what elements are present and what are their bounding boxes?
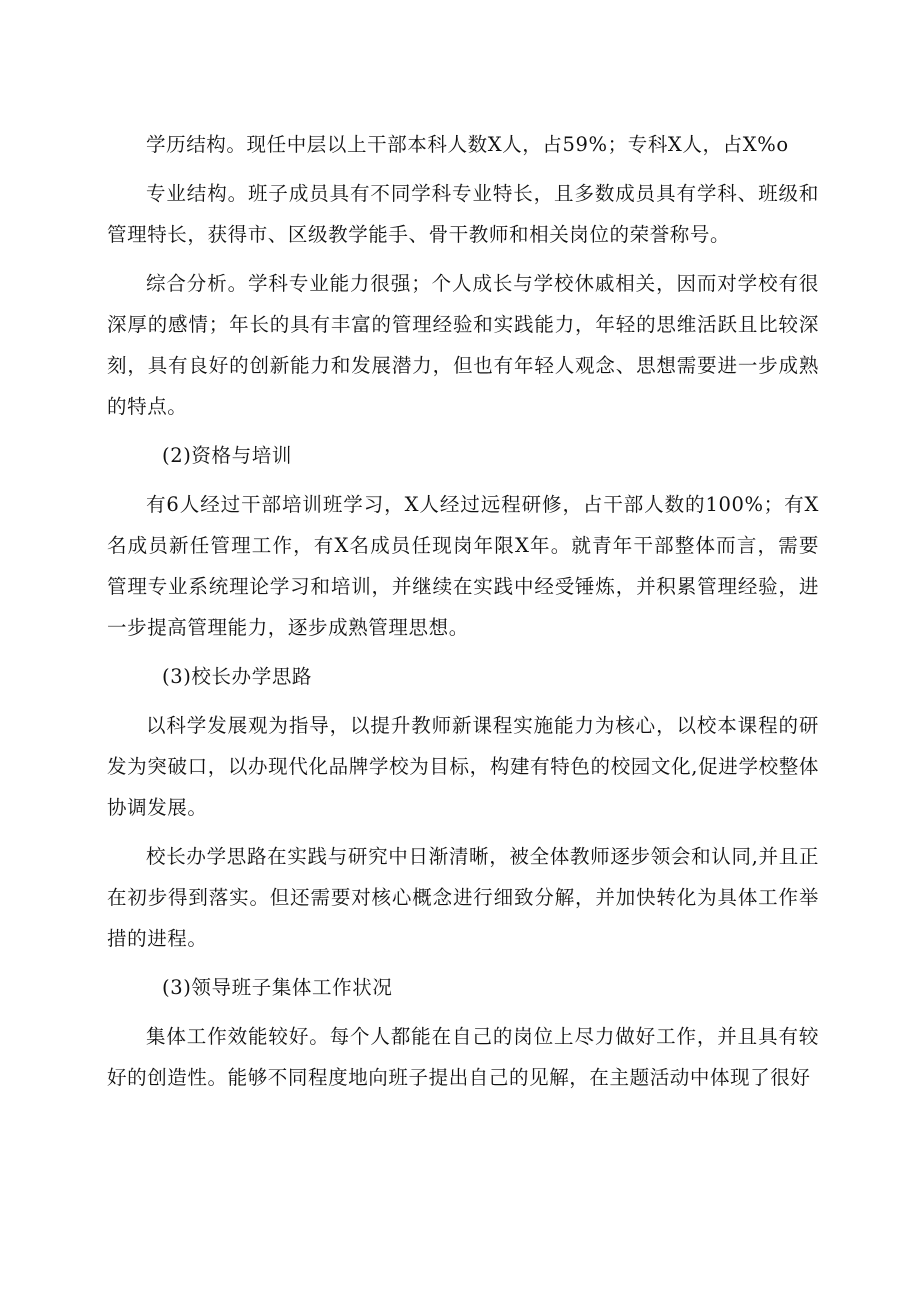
paragraph-comprehensive-analysis: 综合分析。学科专业能力很强；个人成长与学校休戚相关，因而对学校有很深厚的感情；年长的具有丰富的管理经验和实践能力，年轻的思维活跃且比较深刻，具有良好的创新能力和发展潜力，但也有年轻人观念、思想需要进一步成熟的特点。 (107, 272, 819, 418)
section-heading-team-work-status: (3)领导班子集体工作状况 (162, 976, 393, 999)
section-heading-principal-philosophy: (3)校长办学思路 (162, 665, 313, 688)
paragraph-philosophy-statement: 以科学发展观为指导，以提升教师新课程实施能力为核心，以校本课程的研发为突破口，以办现代化品牌学校为目标，构建有特色的校园文化,促进学校整体协调发展。 (107, 714, 819, 819)
section-heading-qualification-training: (2)资格与培训 (162, 444, 292, 467)
paragraph-education-structure: 学历结构。现任中层以上干部本科人数X人，占59%；专科X人，占X%o (146, 133, 789, 156)
paragraph-team-effectiveness: 集体工作效能较好。每个人都能在自己的岗位上尽力做好工作，并且具有较好的创造性。能够不同程度地向班子提出自己的见解，在主题活动中体现了很好 (107, 1025, 819, 1089)
paragraph-professional-structure: 专业结构。班子成员具有不同学科专业特长，且多数成员具有学科、班级和管理特长，获得市、区级教学能手、骨干教师和相关岗位的荣誉称号。 (107, 182, 819, 246)
paragraph-philosophy-progress: 校长办学思路在实践与研究中日渐清晰，被全体教师逐步领会和认同,并且正在初步得到落实。但还需要对核心概念进行细致分解，并加快转化为具体工作举措的进程。 (107, 845, 819, 950)
document-body (107, 124, 819, 1106)
paragraph-training-details: 有6人经过干部培训班学习，X人经过远程研修，占干部人数的100%；有X名成员新任管理工作，有X名成员任现岗年限X年。就青年干部整体而言，需要管理专业系统理论学习和培训，并继续在实践中经受锤炼，并积累管理经验，进一步提高管理能力，逐步成熟管理思想。 (107, 493, 819, 639)
